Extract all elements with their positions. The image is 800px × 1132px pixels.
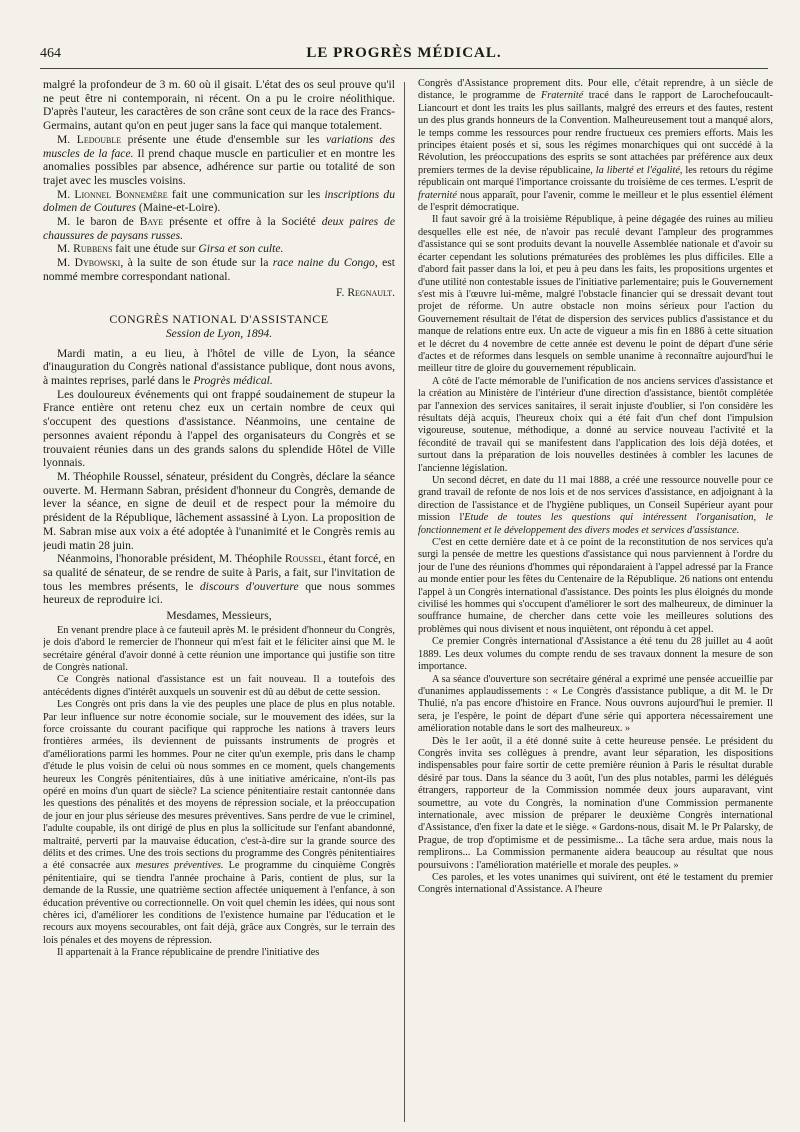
paragraph: Mardi matin, a eu lieu, à l'hôtel de ville de Lyon, la séance d'inauguration du Congrès national d'assistance publique, dont nous avons, à maintes reprises, parlé dans le Progrès médical.: [43, 346, 395, 388]
section-title: CONGRÈS NATIONAL D'ASSISTANCE: [109, 312, 329, 327]
salutation: Mesdames, Messieurs,: [166, 609, 272, 623]
paragraph: En venant prendre place à ce fauteuil après M. le président d'honneur du Congrès, je dois d'abord le remercier de l'honneur qui m'est fait et le féliciter ainsi que M. le secrétaire général d'avoir donné à cette réunion une importance qui justifie son titre de Congrès national.: [43, 624, 395, 673]
page-header: [40, 44, 768, 69]
paragraph: Néanmoins, l'honorable président, M. Théophile Roussel, étant forcé, en sa qualité de sénateur, de se rendre de suite à Paris, a fait, sur l'invitation de tous les membres présents, le discours d'ouverture que nous sommes heureux de reproduire ici.: [43, 552, 395, 607]
paragraph: Un second décret, en date du 11 mai 1888, a créé une ressource nouvelle pour ce grand travail de refonte de nos lois et de nos services d'assistance, en adjoignant à la direction de l'assistance et de l'hygiène publiques, un Conseil Supérieur ayant pour mission l'Etude de toutes les questions qui intéressent l'organisation, le fonctionnement et le développement des divers modes et services d'assistance.: [418, 475, 773, 536]
paragraph: Congrès d'Assistance proprement dits. Pour elle, c'était reprendre, à un siècle de distance, le programme de Fraternité tracé dans le rapport de Larochefoucault-Liancourt et dont les traits les plus saillants, malgré des erreurs et des fautes, restent un des plus grands honneurs de la Convention. Malheureusement tout a manqué alors, le temps comme les ressources pour rendre fructueux ces premiers efforts. Mais les principes étaient posés et si, sous les régimes monarchiques qui ont succédé à la Révolution, les préoccupations des esprits se sont attachées par préférence aux deux premiers termes de la devise républicaine, la liberté et l'égalité, les retours du régime républicain ont marqué l'importance croissante du troisième de ces termes. L'esprit de fraternité nous apparaît, pour l'avenir, comme le meilleur et le plus essentiel élément de l'esprit démocratique.: [418, 78, 773, 214]
signature: F. Regnault.: [336, 285, 395, 299]
paragraph: A sa séance d'ouverture son secrétaire général a exprimé une pensée accueillie par d'unanimes applaudissements : « Le Congrès d'assistance publique, a dit M. le Dr Thulié, n'a pas encore d'histoire en France. Nous ouvrons aujourd'hui le premier. Il sera, je l'espère, le point de départ d'une série qui apportera nécessairement une amélioration notable dans le sort des malheureux. »: [418, 673, 773, 735]
page-number: 464: [40, 46, 61, 61]
column-divider: [404, 82, 405, 1122]
paragraph: M. Lionnel Bonnemère fait une communication sur les inscriptions du dolmen de Coutures (Maine-et-Loire).: [43, 187, 395, 215]
paragraph: Il appartenait à la France républicaine de prendre l'initiative des: [57, 947, 320, 959]
paragraph: M. Ledouble présente une étude d'ensemble sur les variations des muscles de la face. Il prend chaque muscle en particulier et en montre les anomalies possibles par absence, adhérence sur partie ou totalité de son trajet avec les muscles voisins.: [43, 132, 395, 187]
paragraph: Ce premier Congrès international d'Assistance a été tenu du 28 juillet au 4 août 1889. Les deux volumes du compte rendu de ses travaux donnent la mesure de son importance.: [418, 636, 773, 673]
paragraph: A côté de l'acte mémorable de l'unification de nos anciens services d'assistance et la création au Ministère de l'intérieur d'une direction d'assistance, bientôt complétée par l'annexion des services sanitaires, il serait injuste d'oublier, si l'on considère les résultats déjà acquis, l'heureux choix qui a été fait d'un chef dont l'impulsion vigoureuse, soutenue, méthodique, a donné au service nouveau l'activité et la fécondité de travail qui se manifestent dans l'application des lois déjà dotées, et surtout dans la préparation de lois nouvelles destinées à combler les lacunes de l'ancienne législation.: [418, 375, 773, 474]
section-subtitle: Session de Lyon, 1894.: [165, 326, 273, 340]
left-column: [43, 78, 395, 1123]
speech-block: [43, 625, 395, 960]
right-column: [418, 78, 773, 1123]
journal-title: LE PROGRÈS MÉDICAL.: [306, 45, 502, 61]
paragraph: M. Dybowski, à la suite de son étude sur la race naine du Congo, est nommé membre correspondant national.: [43, 256, 395, 283]
paragraph: Ces paroles, et les votes unanimes qui suivirent, ont été le testament du premier Congrès international d'Assistance. A l'heure: [418, 872, 773, 896]
paragraph: M. le baron de Baye présente et offre à la Société deux paires de chaussures de paysans russes.: [43, 215, 395, 242]
paragraph: Il faut savoir gré à la troisième République, à peine dégagée des ruines au milieu desquelles elle est née, de n'avoir pas reculé devant l'ampleur des programmes d'assistance qui se sont produits devant la nouvelle Assemblée nationale et d'avoir su écarter cependant les solutions prématurées des problèmes les plus difficiles. Elle a d'abord fait passer dans la loi, et peu à peu dans les faits, les propositions urgentes et d'une utilité non contestable issues de l'initiative parlementaire; puis le Gouvernement s'est mis à l'œuvre lui-même, malgré l'obstacle financier qui se dressait devant tout projet de réforme. Un autre obstacle non moins sérieux pour l'action du Gouvernement résultait de l'état de dispersion des services publics d'assistance et du manque de relations entre eux. Un acte de vigueur a mis fin en 1886 à cette situation et le décret du 4 novembre de cette année est devenu le point de départ d'une série d'actes et de réformes dans lesquels on semble unanime à reconnaître aujourd'hui le meilleur titre de gloire du gouvernement républicain.: [418, 214, 773, 375]
paragraph: Ce Congrès national d'assistance est un fait nouveau. Il a toutefois des antécédents dignes d'intérêt auxquels un souvenir est dû au début de cette session.: [43, 674, 395, 698]
paragraph: Dès le 1er août, il a été donné suite à cette heureuse pensée. Le président du Congrès invita ses collègues à prendre, avant leur séparation, les dispositions indispensables pour faire sortir de cette première réunion à Paris le résultat durable désiré par tous. Dans la séance du 3 août, l'un des plus notables, parmi les délégués étrangers, rapporteur de la Commission nommée deux jours auparavant, vint soumettre, au vote du Congrès, la nomination d'une Commission permanente internationale, avec mission de préparer le deuxième Congrès international d'Assistance, d'en fixer la date et le siège. « Gardons-nous, disait M. le Pr Palarsky, de Prague, de trop d'optimisme et de pessimisme... La tâche sera ardue, mais nous la remplirons... La Commission permanente aidera beaucoup au résultat que nous poursuivons : l'amélioration matérielle et morale des peuples. »: [418, 735, 773, 871]
paragraph: M. Rubbens fait une étude sur Girsa et son culte.: [57, 242, 284, 256]
paragraph: malgré la profondeur de 3 m. 60 où il gisait. L'état des os seul prouve qu'il ne peut être ni contemporain, ni récent. On a pu le croire néolithique. D'après l'auteur, les caractères de son crâne sont ceux de la race des Francs-Germains, autant qu'on en peut juger sans la face qui manque totalement.: [43, 78, 395, 133]
paragraph: C'est en cette dernière date et à ce point de la reconstitution de nos services qu'a surgi la pensée de mettre les questions d'assistance qui nous parviennent à l'ordre du jour de l'une des réunions d'hommes qui répondaraient à l'appel adressé par la France au monde entier pour les fêtes du Centenaire de la République. 26 nations ont entendu l'appel à un Congrès international d'assistance. Des points les plus éloignés du monde civilisé les hommes qui s'occupent d'améliorer le sort des malheureux, de diminuer la souffrance humaine, de chercher dans cette voie les meilleures solutions des problèmes qui nous divisent et nous inquiètent, ont répondu à cet appel.: [418, 537, 773, 635]
paragraph: Les douloureux événements qui ont frappé soudainement de stupeur la France entière ont retenu chez eux un certain nombre de ceux qui s'occupent des questions d'assistance. Néanmoins, une centaine de personnes avaient répondu à l'appel des organisateurs du Congrès et se trouvaient réunies dans un des grands salons du splendide Hôtel de Ville lyonnais.: [43, 387, 395, 470]
paragraph: M. Théophile Roussel, sénateur, président du Congrès, déclare la séance ouverte. M. Hermann Sabran, président d'honneur du Congrès, demande de lever la séance, en signe de deuil et de respect pour la mémoire du président de la République, lâchement assassiné à Lyon. La proposition de M. Sabran mise aux voix a été adoptée à l'unanimité et le Congrès remis au jeudi matin 28 juin.: [43, 469, 395, 552]
paragraph: Les Congrès ont pris dans la vie des peuples une place de plus en plus notable. Par leur influence sur notre économie sociale, sur le mouvement des idées, sur la force croissante du courant pacifique qui rapproche les nations à travers leurs frontières armées, ils deviennent de puissants instruments de progrès et d'améliorations parmi les hommes. Pour ne citer qu'un exemple, pris dans le champ d'étude le plus voisin de celui où nous sommes en ce moment, quels changements heureux les Congrès pénitentiaires, dûs à une initiative américaine, n'ont-ils pas opéré en moins d'un quart de siècle? La science pénitentiaire restait cantonnée dans les questions des pénalités et des moyens de répression sociale, et la préoccupation de jour en jour plus sérieuse des mesures préventives. Sans perdre de vue le criminel, l'adulte coupable, ils ont dirigé de plus en plus la sollicitude sur l'enfant abandonné, maltraité, perverti par la mauvaise éducation, c'est-à-dire sur la grande source des délits et des crimes. Une des trois sections du programme des Congrès pénitentiaires a été consacrée aux mesures préventives. Le programme du cinquième Congrès pénitentiaire, qui se tiendra l'année prochaine à Paris, contient de plus, sur la demande de la Russie, une quatrième section affectée uniquement à l'enfance, à son éducation préventive ou correctionnelle. On voit quel chemin les idées, qui nous sont chères ici, d'améliorer les conditions de l'existence humaine par l'éducation et le recours aux moyens secourables, ont fait déjà, grâce aux Congrès, sur le terrain des lois pénales et des moyens de répression.: [43, 699, 395, 946]
